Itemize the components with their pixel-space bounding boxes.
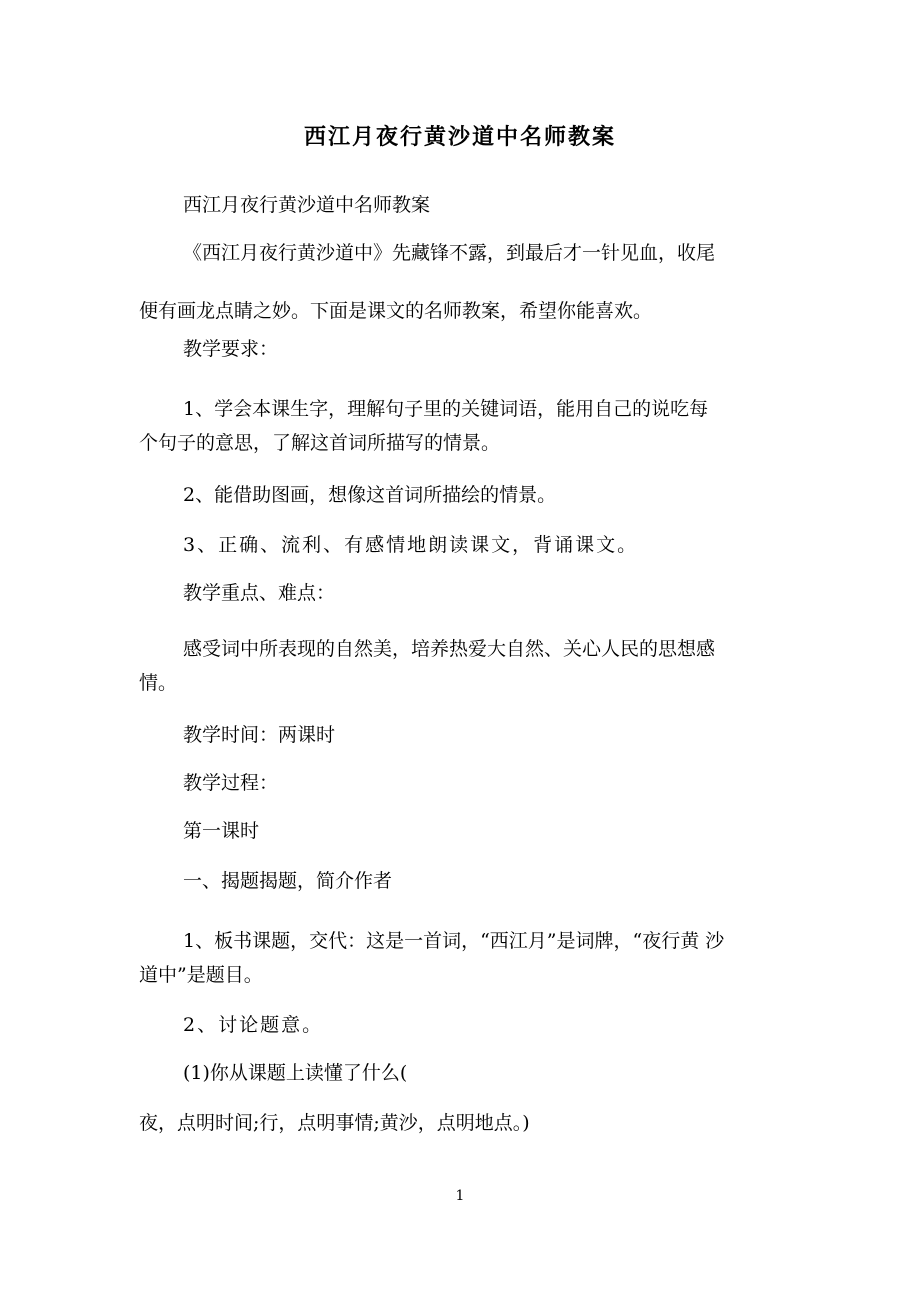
section-heading-key-points: 教学重点、难点： — [183, 582, 336, 604]
requirement-3: 3、正确、流利、有感情地朗读课文，背诵课文。 — [183, 534, 639, 556]
page-number: 1 — [455, 1188, 465, 1204]
step-1-item-1-line-1: 1、板书课题，交代：这是一首词，“西江月”是词牌，“夜行黄 沙 — [183, 930, 725, 952]
subtitle-line: 西江月夜行黄沙道中名师教案 — [183, 194, 431, 216]
intro-line-1: 《西江月夜行黄沙道中》先藏锋不露，到最后才一针见血，收尾 — [183, 242, 716, 264]
step-1-heading: 一、揭题揭题，简介作者 — [183, 870, 393, 892]
teaching-time: 教学时间：两课时 — [183, 724, 336, 746]
requirement-2: 2、能借助图画，想像这首词所描绘的情景。 — [183, 484, 557, 506]
section-heading-requirements: 教学要求： — [183, 338, 279, 360]
question-1-answer: 夜，点明时间;行，点明事情;黄沙，点明地点。) — [139, 1112, 530, 1134]
section-heading-process: 教学过程： — [183, 772, 279, 794]
document-title: 西江月夜行黄沙道中名师教案 — [303, 125, 616, 150]
step-1-item-1-line-2: 道中”是题目。 — [139, 964, 263, 986]
question-1: (1)你从课题上读懂了什么( — [183, 1062, 408, 1084]
intro-line-2: 便有画龙点睛之妙。下面是课文的名师教案，希望你能喜欢。 — [139, 300, 653, 322]
key-points-line-1: 感受词中所表现的自然美，培养热爱大自然、关心人民的思想感 — [183, 638, 716, 660]
first-lesson-heading: 第一课时 — [183, 820, 260, 842]
requirement-1-line-1: 1、学会本课生字，理解句子里的关键词语，能用自己的说吃每 — [183, 398, 709, 420]
key-points-line-2: 情。 — [139, 672, 178, 694]
requirement-1-line-2: 个句子的意思，了解这首词所描写的情景。 — [139, 432, 501, 454]
step-1-item-2: 2、讨论题意。 — [183, 1014, 324, 1036]
